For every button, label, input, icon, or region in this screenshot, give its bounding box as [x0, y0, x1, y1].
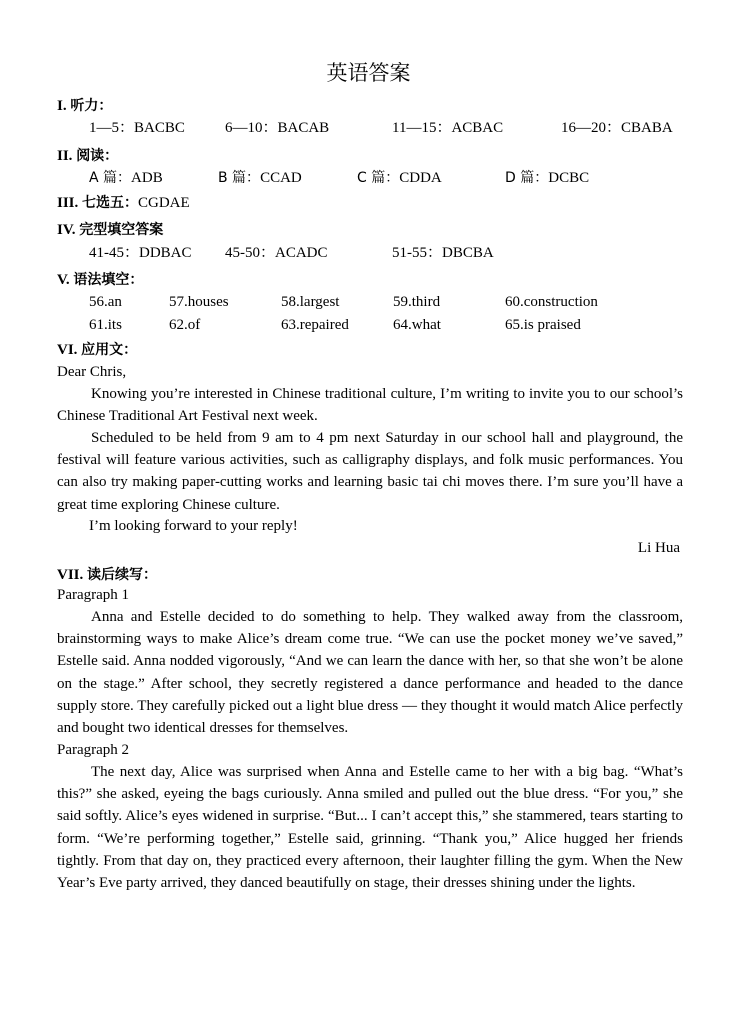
- listening-answer-2: 6—10：BACAB: [225, 120, 330, 136]
- section-listening-heading: [57, 96, 112, 116]
- reading-part-label: A 篇：: [89, 170, 132, 186]
- section-cloze-heading: [57, 220, 163, 240]
- section-number: V.: [57, 272, 70, 288]
- reading-part-label: D 篇：: [505, 170, 549, 186]
- reading-part-answer: DCBC: [548, 170, 590, 186]
- seven-answer: CGDAE: [138, 195, 190, 211]
- section-number: II.: [57, 148, 73, 164]
- grammar-answer: 64.what: [393, 317, 441, 333]
- reading-answer-a: [89, 168, 163, 188]
- listening-answer-1: 1—5：BACBC: [89, 120, 185, 136]
- section-label: 听力：: [70, 98, 113, 114]
- continuation-paragraph-1: Anna and Estelle decided to do something to help. They walked away from the classroom, brainstorming ways to make Alice’s dream come true. “We can use the pocket money we’ve saved,” Estelle said. Anna nodded vigorously, “And we can learn the dance with her, so that she won’t be alone on the stage.” After school, they secretly registered a dance performance and headed to the dance supply store. They carefully picked out a light blue dress — they thought it would match Alice perfectly and bought two identical dresses for themselves.: [57, 609, 683, 737]
- grammar-answer: 57.houses: [169, 294, 229, 310]
- letter-paragraph-2: Scheduled to be held from 9 am to 4 pm next Saturday in our school hall and playground, the festival will feature various activities, such as calligraphy displays, and folk music performances. You can also try making paper-cutting works and learning basic tai chi moves there. I’m sure you’ll have a great time exploring Chinese culture.: [57, 430, 683, 513]
- reading-part-answer: ADB: [131, 170, 163, 186]
- section-grammar-heading: [57, 270, 143, 290]
- section-writing-heading: [57, 340, 137, 360]
- grammar-answer: 58.largest: [281, 294, 340, 310]
- grammar-answer: 60.construction: [505, 294, 598, 310]
- paragraph-1-title: Paragraph 1: [57, 587, 130, 603]
- section-label: 应用文：: [81, 342, 138, 358]
- reading-part-answer: CDDA: [399, 170, 442, 186]
- listening-answer-4: 16—20：CBABA: [561, 120, 673, 136]
- reading-answer-c: [357, 168, 442, 188]
- section-seven-heading: [57, 193, 190, 213]
- grammar-answer: 56.an: [89, 294, 122, 310]
- section-label: 读后续写：: [87, 567, 158, 583]
- continuation-paragraph-2: The next day, Alice was surprised when Anna and Estelle came to her with a big bag. “What’s this?” she asked, eyeing the bags curiously. Anna smiled and pulled out the blue dress. “For you,” she said softly. Alice’s eyes widened in surprise. “But... I can’t accept this,” she stammered, tears starting to form. “We’re performing together,” Estelle said, grinning. “Thank you,” Alice hugged her friends tightly. From that day on, they practiced every afternoon, their laughter filling the gym. When the New Year’s Eve party arrived, they danced beautifully on stage, their dresses shining under the lights.: [57, 764, 683, 892]
- reading-part-answer: CCAD: [260, 170, 302, 186]
- grammar-answer: 62.of: [169, 317, 201, 333]
- listening-answer-3: 11—15：ACBAC: [392, 120, 504, 136]
- grammar-answer: 61.its: [89, 317, 122, 333]
- grammar-answer: 65.is praised: [505, 317, 581, 333]
- paragraph-2-title: Paragraph 2: [57, 742, 130, 758]
- reading-part-label: C 篇：: [357, 170, 400, 186]
- grammar-answer: 59.third: [393, 294, 441, 310]
- page-title: 英语答案: [326, 61, 411, 85]
- letter-greeting: Dear Chris,: [57, 364, 127, 380]
- section-label: 阅读：: [76, 148, 119, 164]
- section-number: I.: [57, 98, 67, 114]
- letter-paragraph-1: Knowing you’re interested in Chinese traditional culture, I’m writing to invite you to our school’s Chinese Traditional Art Festival next week.: [57, 386, 683, 425]
- section-label: 七选五：: [82, 195, 139, 211]
- section-label: 语法填空：: [73, 272, 144, 288]
- reading-answer-b: [218, 168, 302, 188]
- cloze-answer-1: 41-45：DDBAC: [89, 245, 192, 261]
- reading-answer-d: [505, 168, 589, 188]
- section-continuation-heading: [57, 565, 157, 585]
- section-number: IV.: [57, 222, 76, 238]
- reading-part-label: B 篇：: [218, 170, 261, 186]
- letter-closing: I’m looking forward to your reply!: [89, 518, 298, 534]
- section-number: VI.: [57, 342, 78, 358]
- letter-signature: Li Hua: [637, 540, 680, 556]
- cloze-answer-2: 45-50：ACADC: [225, 245, 328, 261]
- section-number: VII.: [57, 567, 84, 583]
- cloze-answer-3: 51-55：DBCBA: [392, 245, 494, 261]
- section-label: 完型填空答案: [79, 222, 164, 238]
- section-reading-heading: [57, 146, 118, 166]
- grammar-answer: 63.repaired: [281, 317, 349, 333]
- section-number: III.: [57, 195, 79, 211]
